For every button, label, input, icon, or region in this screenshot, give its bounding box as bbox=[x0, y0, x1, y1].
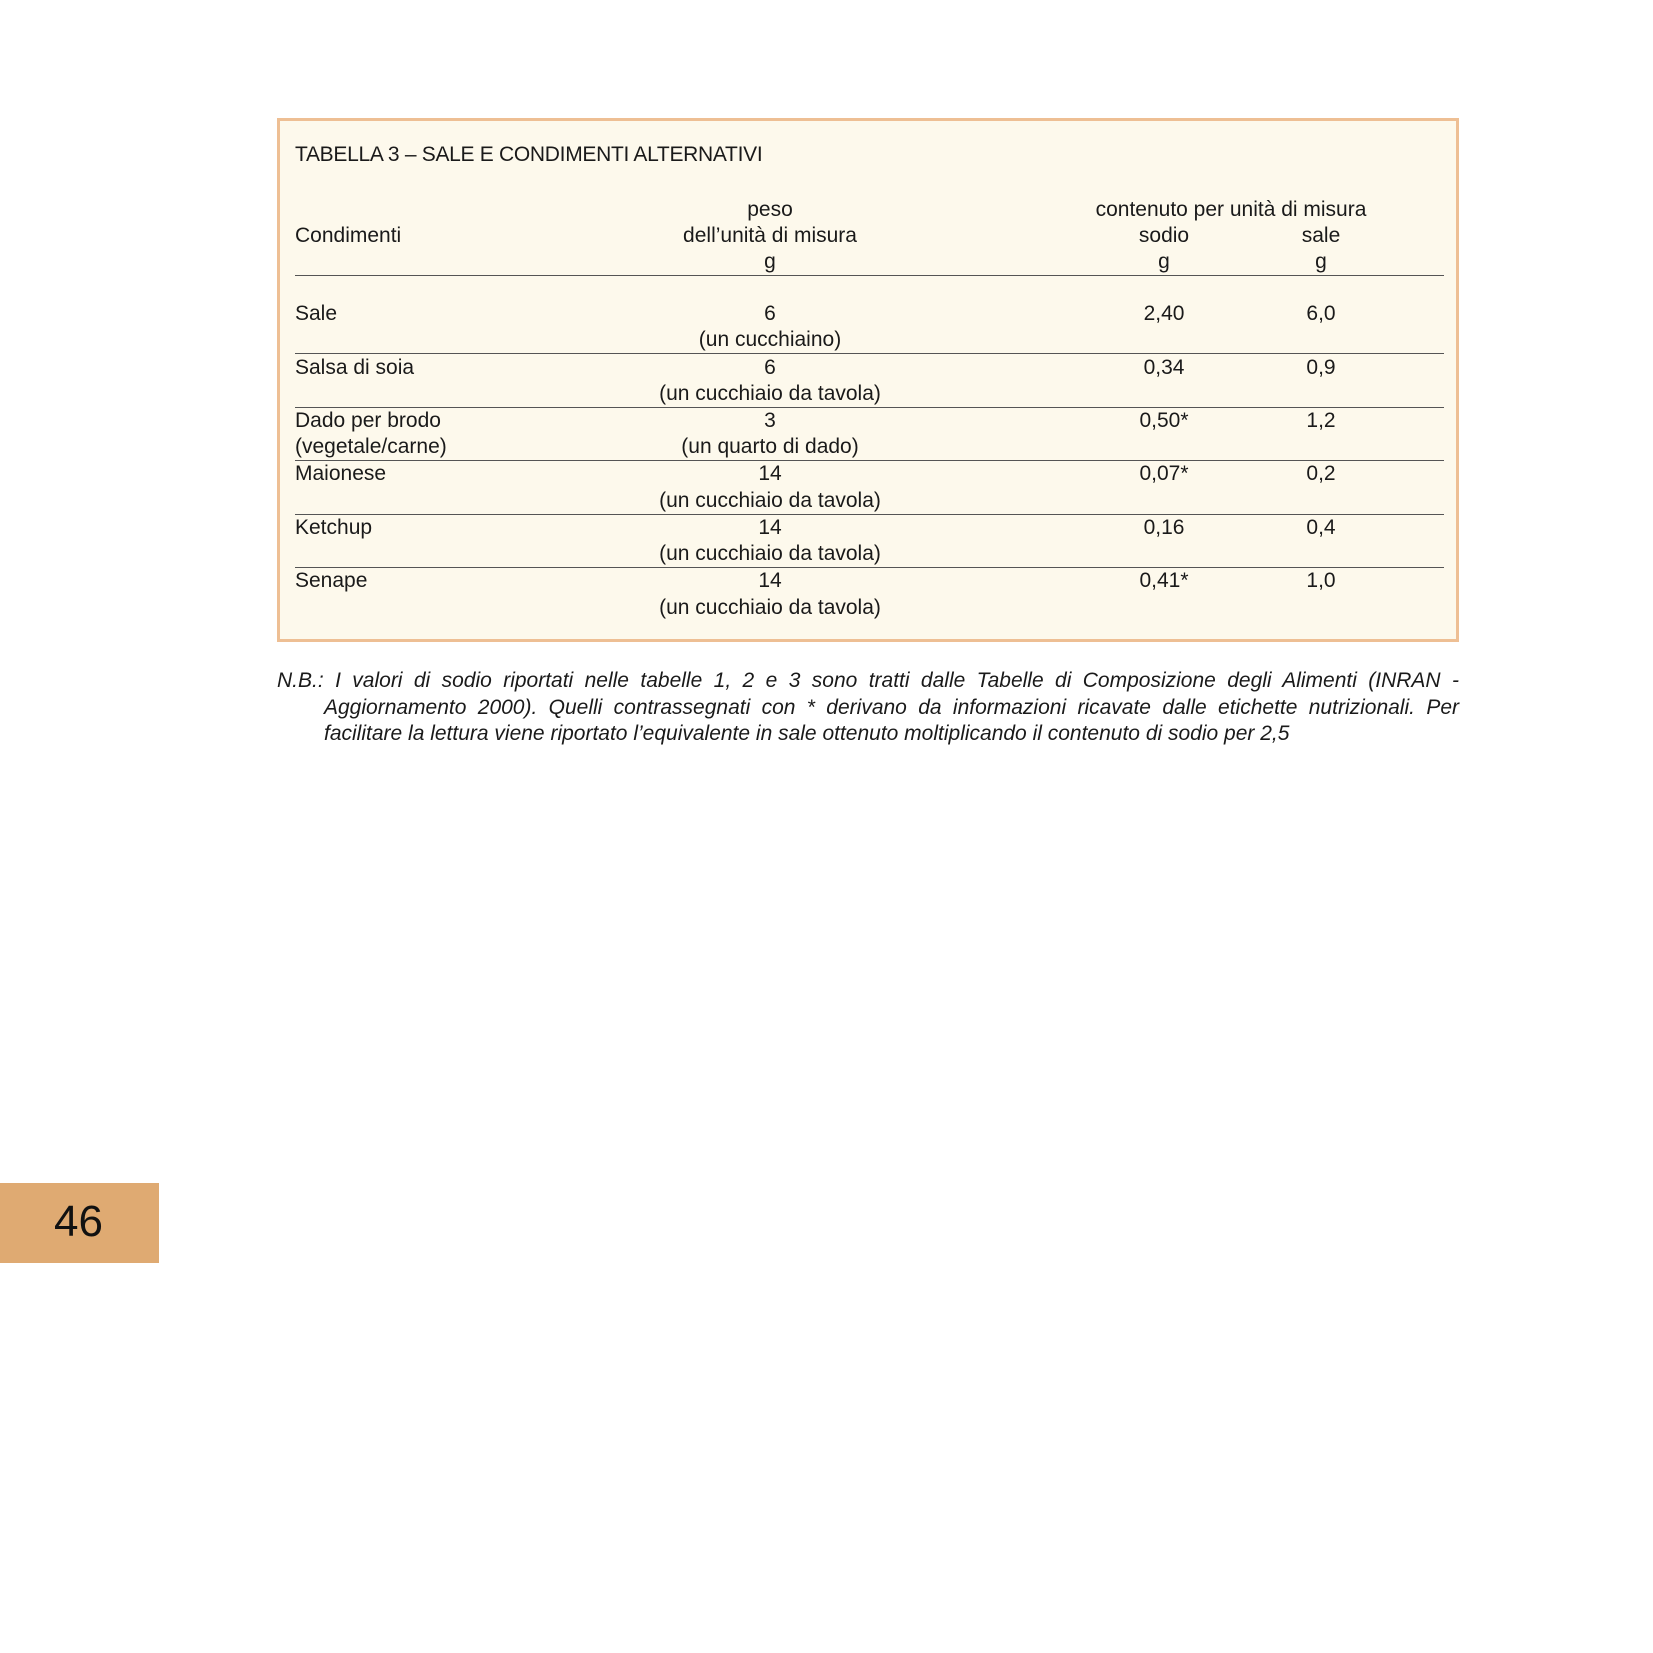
row-name: Salsa di soia bbox=[295, 356, 415, 379]
header-peso-g: g bbox=[764, 250, 776, 273]
header-sale-g: g bbox=[1315, 250, 1327, 273]
row-name: Sale bbox=[295, 302, 338, 325]
row-name: Maionese bbox=[295, 462, 387, 485]
row-rule bbox=[295, 353, 1444, 354]
row-peso: 14 bbox=[758, 516, 782, 539]
row-unita: (un cucchiaino) bbox=[698, 328, 842, 351]
row-sale: 0,4 bbox=[1306, 516, 1336, 539]
row-name: Ketchup bbox=[295, 516, 373, 539]
row-sale: 1,0 bbox=[1306, 569, 1336, 592]
row-peso: 6 bbox=[764, 302, 776, 325]
row-sodio: 0,41* bbox=[1139, 569, 1189, 592]
row-unita: (un cucchiaio da tavola) bbox=[659, 489, 881, 512]
row-sale: 0,2 bbox=[1306, 462, 1336, 485]
footnote bbox=[277, 668, 1459, 748]
header-peso-unit-label: dell’unità di misura bbox=[683, 224, 857, 247]
row-peso: 6 bbox=[764, 356, 776, 379]
row-sale: 6,0 bbox=[1306, 302, 1336, 325]
header-sodio: sodio bbox=[1138, 224, 1190, 247]
row-unita: (un cucchiaio da tavola) bbox=[659, 382, 881, 405]
row-unita: (un cucchiaio da tavola) bbox=[659, 542, 881, 565]
row-sodio: 2,40 bbox=[1143, 302, 1185, 325]
header-contenuto: contenuto per unità di misura bbox=[1095, 198, 1367, 221]
header-sale: sale bbox=[1301, 224, 1341, 247]
row-sodio: 0,07* bbox=[1139, 462, 1189, 485]
row-name-secondary: (vegetale/carne) bbox=[295, 435, 447, 458]
header-rule bbox=[295, 275, 1444, 276]
row-sale: 1,2 bbox=[1306, 409, 1336, 432]
header-condimenti: Condimenti bbox=[295, 224, 402, 247]
row-peso: 14 bbox=[758, 462, 782, 485]
page-number-tab bbox=[0, 1183, 159, 1263]
row-peso: 14 bbox=[758, 569, 782, 592]
row-unita: (un quarto di dado) bbox=[681, 435, 859, 458]
row-sodio: 0,34 bbox=[1143, 356, 1185, 379]
row-unita: (un cucchiaio da tavola) bbox=[659, 596, 881, 619]
row-rule bbox=[295, 460, 1444, 461]
row-rule bbox=[295, 407, 1444, 408]
header-peso: peso bbox=[747, 198, 793, 221]
table-panel bbox=[277, 118, 1459, 642]
row-sodio: 0,50* bbox=[1139, 409, 1189, 432]
table-title: TABELLA 3 – SALE E CONDIMENTI ALTERNATIVI bbox=[295, 143, 763, 166]
row-name: Dado per brodo bbox=[295, 409, 441, 432]
row-sale: 0,9 bbox=[1306, 356, 1336, 379]
row-sodio: 0,16 bbox=[1143, 516, 1185, 539]
row-name: Senape bbox=[295, 569, 368, 592]
row-peso: 3 bbox=[764, 409, 776, 432]
footnote-text: N.B.: I valori di sodio riportati nelle tabelle 1, 2 e 3 sono tratti dalle Tabelle di Composizione degli Alimenti (INRAN - Aggiornamento 2000). Quelli contrassegnati con * derivano da informazioni ricavate dalle etichette nutrizionali. Per facilitare la lettura viene riportato l’equivalente in sale ottenuto moltiplicando il contenuto di sodio per 2,5 bbox=[277, 669, 1459, 745]
page-number: 46 bbox=[54, 1197, 103, 1246]
header-sodio-g: g bbox=[1158, 250, 1170, 273]
row-rule bbox=[295, 514, 1444, 515]
row-rule bbox=[295, 567, 1444, 568]
